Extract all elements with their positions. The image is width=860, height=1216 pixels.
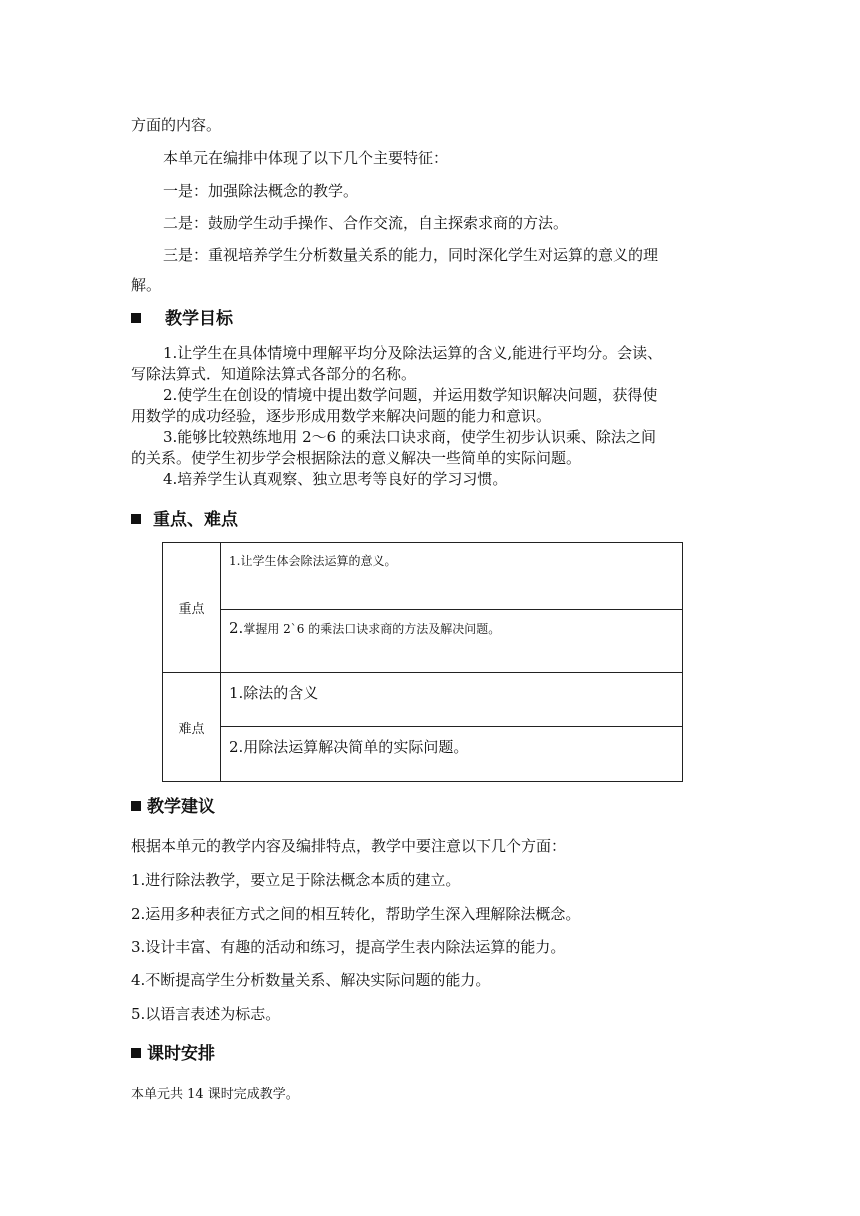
schedule-text: 本单元共 14 课时完成教学。 xyxy=(131,1087,299,1102)
key-point-1: 1.让学生体会除法运算的意义。 xyxy=(229,554,397,568)
suggestions-heading xyxy=(131,796,215,818)
key-point-2 xyxy=(221,610,682,637)
key-point-2-text: 掌握用 2`6 的乘法口诀求商的方法及解决问题。 xyxy=(243,622,501,636)
suggestion-item-2: 2.运用多种表征方式之间的相互转化，帮助学生深入理解除法概念。 xyxy=(131,905,581,923)
key-point-2-cell xyxy=(221,610,683,673)
goal-item-1-b: 写除法算式．知道除法算式各部分的名称。 xyxy=(131,365,417,383)
key-points-table xyxy=(162,542,683,782)
feature-3-line-2: 解。 xyxy=(131,276,162,294)
difficult-point-2-cell xyxy=(221,727,683,782)
square-bullet-icon xyxy=(131,1048,141,1058)
key-point-2-number: 2. xyxy=(229,619,244,637)
goal-item-2-a: 2.使学生在创设的情境中提出数学问题，并运用数学知识解决问题，获得使 xyxy=(163,386,658,404)
key-points-heading-text: 重点、难点 xyxy=(153,510,238,530)
suggestion-item-1: 1.进行除法教学，要立足于除法概念本质的建立。 xyxy=(131,871,461,889)
difficult-point-2: 2.用除法运算解决简单的实际问题。 xyxy=(229,738,469,756)
goal-item-2-b: 用数学的成功经验，逐步形成用数学来解决问题的能力和意识。 xyxy=(131,407,552,425)
feature-2: 二是：鼓励学生动手操作、合作交流，自主探索求商的方法。 xyxy=(163,214,569,232)
square-bullet-icon xyxy=(131,313,141,323)
feature-3-line-1: 三是：重视培养学生分析数量关系的能力，同时深化学生对运算的意义的理 xyxy=(163,246,659,264)
goals-list xyxy=(131,343,736,490)
suggestions-intro: 根据本单元的教学内容及编排特点，教学中要注意以下几个方面： xyxy=(131,837,567,855)
goal-item-4: 4.培养学生认真观察、独立思考等良好的学习习惯。 xyxy=(163,470,508,488)
suggestion-item-3: 3.设计丰富、有趣的活动和练习，提高学生表内除法运算的能力。 xyxy=(131,938,566,956)
key-points-heading xyxy=(131,509,238,531)
difficult-label: 难点 xyxy=(163,673,221,782)
key-point-1-cell xyxy=(221,543,683,610)
key-label: 重点 xyxy=(163,543,221,673)
schedule-heading-text: 课时安排 xyxy=(147,1044,215,1064)
goal-item-3-a: 3.能够比较熟练地用 2～6 的乘法口诀求商，使学生初步认识乘、除法之间 xyxy=(163,428,656,446)
square-bullet-icon xyxy=(131,514,141,524)
features-intro: 本单元在编排中体现了以下几个主要特征： xyxy=(163,149,449,167)
goals-heading xyxy=(131,308,233,330)
suggestion-item-5: 5.以语言表述为标志。 xyxy=(131,1005,281,1023)
schedule-heading xyxy=(131,1043,215,1065)
suggestion-item-4: 4.不断提高学生分析数量关系、解决实际问题的能力。 xyxy=(131,971,491,989)
suggestions-heading-text: 教学建议 xyxy=(147,797,215,817)
square-bullet-icon xyxy=(131,801,141,811)
difficult-point-1: 1.除法的含义 xyxy=(229,684,319,702)
goals-heading-text: 教学目标 xyxy=(165,309,233,329)
intro-continuation: 方面的内容。 xyxy=(131,116,222,134)
goal-item-3-b: 的关系。使学生初步学会根据除法的意义解决一些简单的实际问题。 xyxy=(131,449,582,467)
feature-1: 一是：加强除法概念的教学。 xyxy=(163,182,359,200)
goal-item-1-a: 1.让学生在具体情境中理解平均分及除法运算的含义,能进行平均分。会读、 xyxy=(163,344,663,362)
difficult-point-1-cell xyxy=(221,673,683,727)
